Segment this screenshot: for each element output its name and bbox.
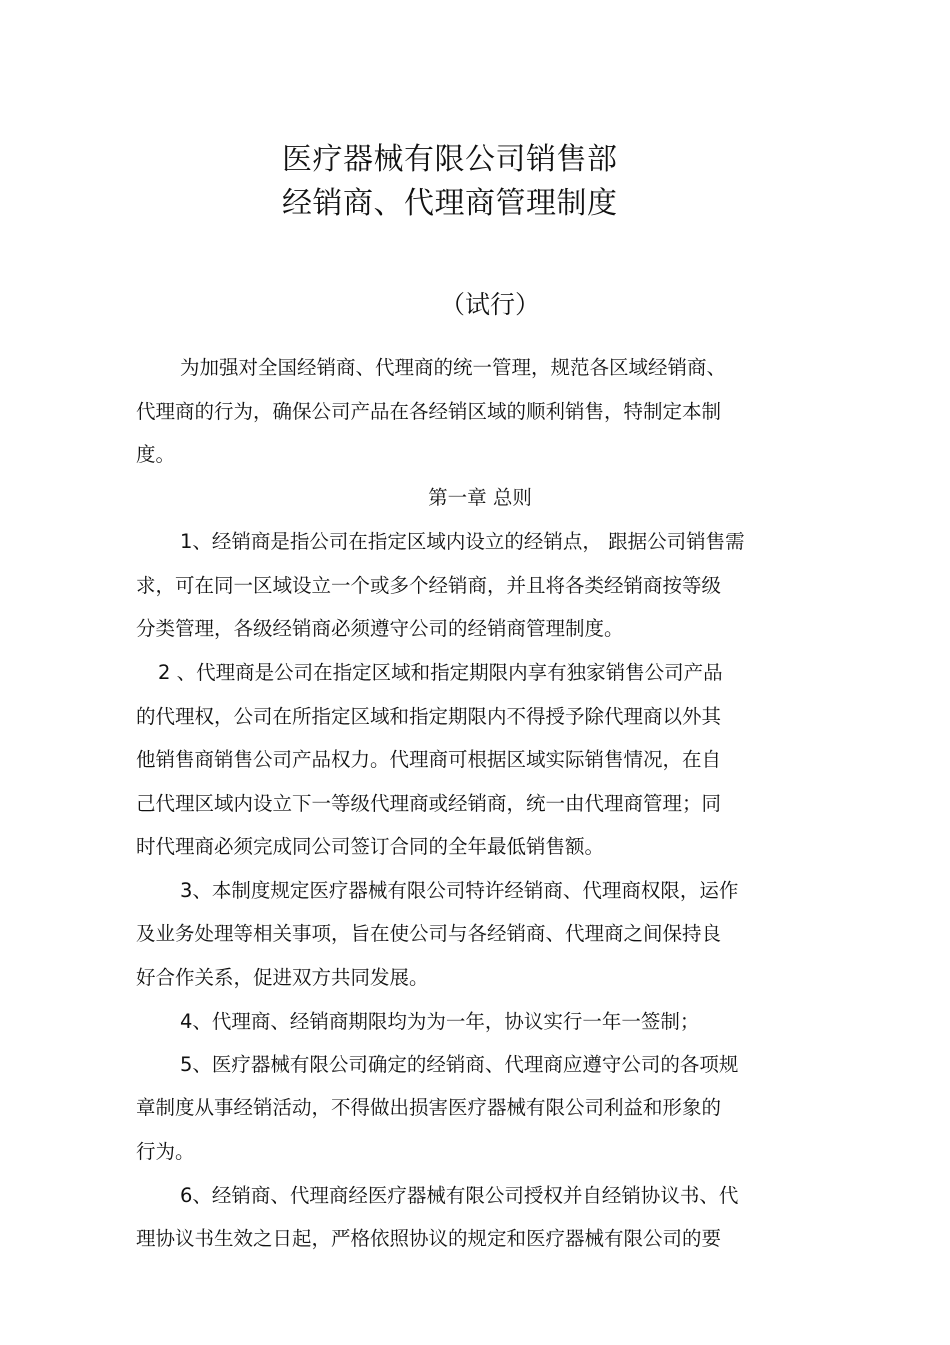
article2-line-1: 2 、代理商是公司在指定区域和指定期限内享有独家销售公司产品 [158, 661, 723, 684]
title-line-1: 医疗器械有限公司销售部 [282, 142, 618, 177]
article3-line-3: 好合作关系，促进双方共同发展。 [136, 966, 429, 989]
article2-line-2: 的代理权，公司在所指定区域和指定期限内不得授予除代理商以外其 [136, 705, 722, 728]
intro-line-3: 度。 [136, 443, 176, 466]
article4-line-1: 4、代理商、经销商期限均为为一年，协议实行一年一签制； [180, 1010, 700, 1033]
article2-line-4: 己代理区域内设立下一等级代理商或经销商，统一由代理商管理；同 [136, 792, 722, 815]
document-subtitle: （试行） [439, 290, 540, 319]
article1-line-1: 1、经销商是指公司在指定区域内设立的经销点， 跟据公司销售需 [180, 530, 745, 553]
chapter-heading: 第一章 总则 [428, 486, 532, 509]
intro-line-2: 代理商的行为，确保公司产品在各经销区域的顺利销售，特制定本制 [136, 400, 722, 423]
article2-line-5: 时代理商必须完成同公司签订合同的全年最低销售额。 [136, 835, 605, 858]
article5-line-2: 章制度从事经销活动，不得做出损害医疗器械有限公司利益和形象的 [136, 1096, 722, 1119]
article6-line-2: 理协议书生效之日起，严格依照协议的规定和医疗器械有限公司的要 [136, 1227, 722, 1250]
article1-line-3: 分类管理，各级经销商必须遵守公司的经销商管理制度。 [136, 617, 624, 640]
article6-line-1: 6、经销商、代理商经医疗器械有限公司授权并自经销协议书、代 [180, 1184, 739, 1207]
article1-line-2: 求，可在同一区域设立一个或多个经销商，并且将各类经销商按等级 [136, 574, 722, 597]
title-line-2: 经销商、代理商管理制度 [282, 186, 618, 221]
article3-line-1: 3、本制度规定医疗器械有限公司特许经销商、代理商权限，运作 [180, 879, 739, 902]
article5-line-3: 行为。 [136, 1140, 195, 1163]
document-title [282, 138, 702, 226]
intro-line-1: 为加强对全国经销商、代理商的统一管理，规范各区域经销商、 [180, 356, 727, 379]
article2-line-3: 他销售商销售公司产品权力。代理商可根据区域实际销售情况，在自 [136, 748, 722, 771]
article5-line-1: 5、医疗器械有限公司确定的经销商、代理商应遵守公司的各项规 [180, 1053, 739, 1076]
article3-line-2: 及业务处理等相关事项，旨在使公司与各经销商、代理商之间保持良 [136, 922, 722, 945]
